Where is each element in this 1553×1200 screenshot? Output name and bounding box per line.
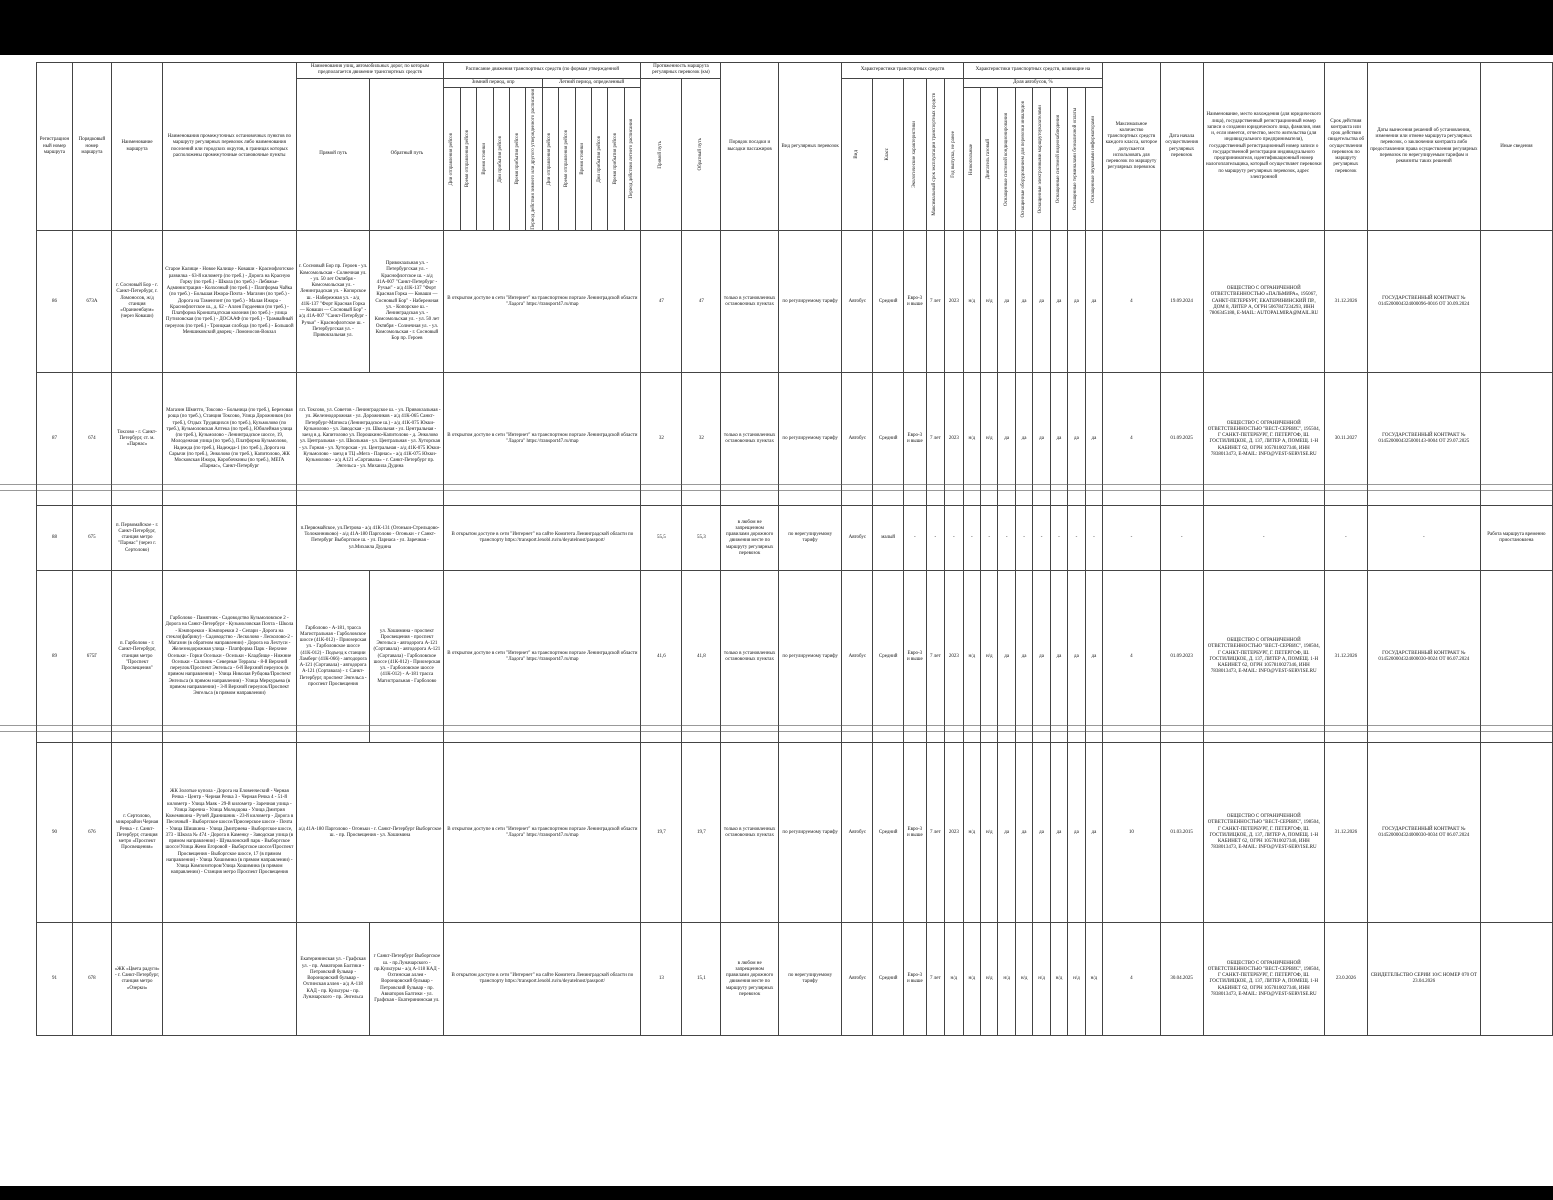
cell-len-reverse: 41,8 — [682, 571, 721, 743]
cell-share: да — [1085, 231, 1103, 373]
cell-decision: СВИДЕТЕЛЬСТВО СЕРИИ 10/С НОМЕР 070 ОТ 23.04.2026 — [1367, 923, 1480, 1036]
col-vehicle-term: Максимальный срок эксплуатации транспортных средств — [926, 78, 944, 231]
cell-type: по регулируемому тарифу — [778, 571, 842, 743]
cell-boarding: в любом не запрещенном правилами дорожного движения месте по маршруту регулярных перевозок — [721, 923, 778, 1036]
cell-num: 676 — [72, 743, 111, 923]
col-share-7: Оснащенные звуковыми информаторами — [1085, 87, 1103, 231]
col-vehicle-year: Год выпуска, не ранее — [945, 78, 964, 231]
table-row — [37, 373, 1553, 506]
col-vehicle-class: Класс — [873, 78, 904, 231]
cell-term: 7 лет — [926, 743, 944, 923]
col-sched-1: Время отправления рейсов — [460, 87, 476, 231]
col-sched-2: Время стоянки — [477, 87, 493, 231]
cell-schedule: В открытом доступе в сети "Интернет" на транспортном портале Ленинградской области "Ладога" https://transport47.ru/map — [444, 231, 641, 373]
cell-count: - — [1103, 506, 1160, 571]
cell-share: да — [1015, 571, 1032, 743]
cell-type: по регулируемому тарифу — [778, 743, 842, 923]
cell-len-reverse: 15,1 — [682, 923, 721, 1036]
cell-share: н/д — [1050, 923, 1067, 1036]
cell-reg: 91 — [37, 923, 73, 1036]
cell-len-reverse: 19,7 — [682, 743, 721, 923]
cell-year: 2023 — [945, 571, 964, 743]
cell-share: н/д — [1033, 923, 1050, 1036]
col-summer: Летний период, определенный — [542, 78, 641, 87]
cell-term: 7 лет — [926, 923, 944, 1036]
cell-start-date: 19.09.2024 — [1160, 231, 1203, 373]
col-schedule-group: Расписание движения транспортных средств (по формам утвержденной — [444, 63, 641, 79]
col-vehicle-kind: Вид — [842, 78, 873, 231]
cell-reverse: ул. Хошимина - проспект Просвещения - проспект Энгельса - автодорога А-121 (Сортавала) - автодорога А-121 (Сортавала) - Гарболовское шоссе (41К-012) - Приозерская ул. - Гарболовское шоссе (41К-012) - А-181 трасса Магистральная - Гарболово — [370, 571, 444, 743]
cell-share: н/д — [1068, 923, 1085, 1036]
cell-boarding: только в установленных остановочных пунктах — [721, 373, 778, 506]
table-row — [37, 743, 1553, 923]
header-group-row — [37, 63, 1553, 79]
cell-share: - — [963, 506, 980, 571]
cell-forward: а/д 41А-180 Парголово - Огоньки - г. Санкт-Петербург Выборгское ш. - пр. Просвещения - ул. Хошимина — [296, 743, 444, 923]
col-sched-9: Дни прибытия рейсов — [592, 87, 608, 231]
cell-stops: ЖК Золотые купола - Дорога на Еловенческий - Черная Речка - Центр - Черная Речка 3 - Черная Речка 4 - 51-й километр - Улица Маяк - 29-й километр - Заречная улица - Улица Заречна - Улица Молодцова - Улица Дмитрия Кожемякина - Ручей Дранишник - 23-й километр - Дорога в Песочный - Выборгское шоссе/Приозерское шоссе - Почта - Улица Шишкина - Улица Дмитриева - Выборгское шоссе, 373 - Школа № 474 - Дорога в Каменку - Заводская улица (в прямом направлении) - Шувалонский парк - Выборгское шоссе/Улица Жени Егоровой - Выборгское шоссе/Проспект Просвещения - Выборгское шоссе, 17 (в прямом направлении) - Улица Хошимина (в прямом направлении) - Улица Композиторов/Улица Хошимина (в прямом направлении) - Станция метро Проспект Просвещения — [163, 743, 296, 923]
col-decision-dates: Даты вынесения решений об установлении, изменении или отмене маршрута регулярных перевозок, о заключении контракта либо предоставлении права осуществления регулярных перевозок по нерегулируемым тарифам и реквизиты таких решений — [1367, 63, 1480, 231]
scan-artifact-line — [0, 490, 1553, 491]
cell-boarding: только в установленных остановочных пунктах — [721, 571, 778, 743]
cell-schedule: В открытом доступе в сети "Интернет" на сайте Комитета Ленинградской области по транспорту https://transport.lenobl.ru/ru/deyatelnost/passport/ — [444, 923, 641, 1036]
cell-other — [1480, 743, 1552, 923]
cell-term: 7 лет — [926, 571, 944, 743]
cell-eco: Евро-3 и выше — [904, 231, 927, 373]
col-share-5: Оснащенные системой видеонаблюдения — [1050, 87, 1067, 231]
cell-reverse: г Санкт-Петербург Выборгское ш. - пр.Луначарского - пр.Культуры - а/д А-118 КАД - Охтинская аллея - Воронцовский бульвар - Петровский бульвар - пр. Авиаторов Балтики - ул. Графская - Екатерининская ул. — [370, 923, 444, 1036]
cell-year: 2023 — [945, 373, 964, 506]
cell-kind: Автобус — [842, 231, 873, 373]
cell-stops — [163, 923, 296, 1036]
col-transport-type: Вид регулярных перевозок — [778, 63, 842, 231]
cell-eco: Евро-3 и выше — [904, 743, 927, 923]
cell-start-date: 01.03.2015 — [1160, 743, 1203, 923]
cell-carrier: ОБЩЕСТВО С ОГРАНИЧЕННОЙ ОТВЕТСТВЕННОСТЬЮ "ВЕСТ-СЕРВИС", 198504, Г САНКТ-ПЕТЕРБУРГ, Г. ПЕТЕРГОФ, Ш. ГОСТИЛИЦКОЕ, Д. 137, ЛИТЕР А, ПОМЕЩ. 1-Н КАБИНЕТ 62, ОГРН 1057810027346, ИНН 7838013473, E-MAIL: INFO@VEST-SERVISE.RU — [1203, 571, 1324, 743]
cell-share: - — [1085, 506, 1103, 571]
col-sched-4: Время прибытия рейсов — [509, 87, 525, 231]
cell-share: н/д — [1015, 923, 1032, 1036]
cell-share: н/д — [963, 571, 980, 743]
scan-bottom-border — [0, 1186, 1553, 1200]
cell-contract-term: 30.11.2027 — [1324, 373, 1367, 506]
cell-contract-term: - — [1324, 506, 1367, 571]
cell-share: - — [1033, 506, 1050, 571]
col-sched-5: Период действия зимнего или другого утвержденного расписания — [526, 87, 542, 231]
cell-share: да — [998, 373, 1015, 506]
cell-other — [1480, 231, 1552, 373]
cell-share: да — [998, 231, 1015, 373]
cell-reg: 89 — [37, 571, 73, 743]
cell-year: н/д — [945, 923, 964, 1036]
cell-count: 4 — [1103, 571, 1160, 743]
col-share-3: Оснащенные оборудованием для перевозки инвалидов — [1015, 87, 1032, 231]
cell-share: - — [1050, 506, 1067, 571]
cell-share: да — [1085, 743, 1103, 923]
scan-top-border — [0, 0, 1553, 55]
cell-reg: 90 — [37, 743, 73, 923]
cell-start-date: 01.09.2023 — [1160, 571, 1203, 743]
col-sched-0: Дни отправления рейсов — [444, 87, 460, 231]
cell-share: да — [1015, 743, 1032, 923]
col-start-date: Дата начала осуществления регулярных перевозок — [1160, 63, 1203, 231]
cell-share: да — [1050, 571, 1067, 743]
cell-class: Средний — [873, 231, 904, 373]
col-reverse-path: Обратный путь — [370, 78, 444, 231]
cell-count: 4 — [1103, 231, 1160, 373]
cell-share: н/д — [963, 923, 980, 1036]
table-row — [37, 231, 1553, 373]
cell-stops: Гарболово - Памятник - Садоводство Кузьмоловское 2 - Дорога на Санкт-Петербург - Кузьмоловская Почта - Школа - Кэмпорекки - Кэмпорекки 2 - Сепари - Дорога на стекло(фабрику) - Садоводство - Лесколово - Лесколово-2 - Магазин (в обратном направлении) - Дорога на Лехтуси - Железнодорожная улица - Платформа Парк - Верхние Осельки - Горки Осельки - Осельки - Кладбище - Нижние Осельки - Салоник - Северные Террасы - 8-й Верхний переулок/Проспект Энгельса - 6-й Верхний переулок (в прямом направлении) - Улица Николая Рубцова/Проспект Энгельса (в прямом направлении) - Улица Меркурьева (в прямом направлении) - 3-й Верхний переулок/Проспект Энгельса (в прямом направлении) — [163, 571, 296, 743]
table-row — [37, 506, 1553, 571]
cell-other — [1480, 923, 1552, 1036]
cell-share: да — [1033, 571, 1050, 743]
cell-len-forward: 47 — [641, 231, 682, 373]
cell-schedule: В открытом доступе в сети "Интернет" на сайте Комитета Ленинградской области по транспорту https://transport.lenobl.ru/ru/deyatelnost/passport/ — [444, 506, 641, 571]
cell-year: - — [945, 506, 964, 571]
cell-stops — [163, 506, 296, 571]
col-winter: Зимний период, опр — [444, 78, 542, 87]
cell-share: - — [981, 506, 998, 571]
cell-len-forward: 32 — [641, 373, 682, 506]
col-sched-8: Время стоянки — [575, 87, 591, 231]
cell-count: 10 — [1103, 743, 1160, 923]
col-share-1: Двигатель газовый — [981, 87, 998, 231]
cell-num: 674 — [72, 373, 111, 506]
cell-schedule: В открытом доступе в сети "Интернет" на транспортном портале Ленинградской области "Ладога" https://transport47.ru/map — [444, 373, 641, 506]
cell-year: 2023 — [945, 231, 964, 373]
cell-share: н/д — [981, 373, 998, 506]
cell-name: г. Сосновый Бор - г. Санкт-Петербург, г. Ломоносов, ж/д станция «Ораниенбаум» (через Коваши) — [111, 231, 162, 373]
col-share-2: Оснащенные системой кондиционирования — [998, 87, 1015, 231]
cell-share: н/д — [998, 923, 1015, 1036]
cell-count: 4 — [1103, 373, 1160, 506]
cell-name: г. Сертолово, микрорайон Черная Речка - г. Санкт-Петербург, станция метро «Проспект Просвещения» — [111, 743, 162, 923]
cell-start-date: - — [1160, 506, 1203, 571]
cell-reg: 87 — [37, 373, 73, 506]
cell-share: н/д — [981, 571, 998, 743]
cell-share: н/д — [963, 373, 980, 506]
cell-len-forward: 13 — [641, 923, 682, 1036]
cell-share: н/д — [981, 923, 998, 1036]
cell-share: да — [1085, 373, 1103, 506]
cell-class: Средний — [873, 923, 904, 1036]
cell-name: п. Гарболово - г. Санкт-Петербург, станция метро "Проспект Просвещения" — [111, 571, 162, 743]
scan-artifact-line — [0, 484, 1553, 485]
cell-class: Средний — [873, 373, 904, 506]
cell-carrier: - — [1203, 506, 1324, 571]
cell-share: н/д — [963, 743, 980, 923]
cell-stops: Старое Калище - Новое Калище - Коваши - Краснофлотское развилка - 63-й километр (по треб.) - Дорога на Красную Горку (по треб.) - Школа (по треб.) - Лебяжье-Администрация - Колхозный (по треб.) - Платформа Чайка (по треб.) - Большая Ижора-Почта - Магазин (по треб.) - Дорога на Таменгонт (по треб.) - Малая Ижора - Краснофлотское ш., д. 62 - Аллея Гордеевки (по треб.) - Платформа Кронштадтская колония (по треб.) - улица Путиловская (по треб.) - ДОСААФ (по треб.) - Трамвайный переулок (по треб.) - Троицкая слобода (по треб.) - Большой Меншиковский дворец - Ломоносов-Вокзал — [163, 231, 296, 373]
cell-other: Работа маршрута временно приостановлена — [1480, 506, 1552, 571]
cell-kind: Автобус — [842, 506, 873, 571]
cell-name: «ЖК «Цвета радуги» - г. Санкт-Петербург, станция метро «Озерки» — [111, 923, 162, 1036]
col-order-number: Порядковый номер маршрута — [72, 63, 111, 231]
col-vehicles-group2: Характеристики транспортных средств, влияющие на — [963, 63, 1103, 79]
cell-class: малый — [873, 506, 904, 571]
cell-share: да — [1033, 231, 1050, 373]
cell-decision: ГОСУДАРСТВЕННЫЙ КОНТРАКТ № 0145200004324000030-0024 ОТ 06.07.2024 — [1367, 571, 1480, 743]
cell-carrier: ОБЩЕСТВО С ОГРАНИЧЕННОЙ ОТВЕТСТВЕННОСТЬЮ "ВЕСТ-СЕРВИС", 195504, Г САНКТ-ПЕТЕРБУРГ, Г. ПЕТЕРГОФ, Ш. ГОСТИЛИЦКОЕ, Д. 137, ЛИТЕР А, ПОМЕЩ. 1-Н КАБИНЕТ 62, ОГРН 1057810027346, ИНН 7838013473, E-MAIL: INFO@VEST-SERVISE.RU — [1203, 373, 1324, 506]
cell-boarding: только в установленных остановочных пунктах — [721, 231, 778, 373]
cell-len-reverse: 55,3 — [682, 506, 721, 571]
cell-forward: Гарболово - А-181, трасса Магистральная - Гарболовское шоссе (41К-012) - Приозерская ул. - Гарболовское шоссе (41К-012) - Подъезд к станции Ламберг (41К-066) - автодорога А-121 (Сортавала) - автодорога А-121 (Сортавала) - г. Санкт-Петербург, проспект Энгельса - проспект Просвещения — [296, 571, 370, 743]
cell-start-date: 30.04.2025 — [1160, 923, 1203, 1036]
cell-decision: ГОСУДАРСТВЕННЫЙ КОНТРАКТ № 0145200004324000030-0034 ОТ 06.07.2024 — [1367, 743, 1480, 923]
col-carrier: Наименование, место нахождения (для юридического лица), государственный регистрационный номер записи о создании юридического лица, фамилия, имя и, если имеется, отчество, место жительства (для индивидуального предпринимателя), государственный регистрационный номер записи о государственной регистрации индивидуального предпринимателя, идентификационный номер налогоплательщика, который осуществляет перевозки по маршруту регулярных перевозок, адрес электронной — [1203, 63, 1324, 231]
col-streets-group: Наименования улиц, автомобильных дорог, по которым предполагается движение транспортных средств — [296, 63, 444, 79]
cell-kind: Автобус — [842, 743, 873, 923]
col-forward-path: Прямой путь — [296, 78, 370, 231]
route-registry-table — [36, 62, 1553, 1036]
cell-eco: Евро-3 и выше — [904, 923, 927, 1036]
cell-reg: 86 — [37, 231, 73, 373]
cell-count: 4 — [1103, 923, 1160, 1036]
col-sched-3: Дни прибытия рейсов — [493, 87, 509, 231]
cell-forward: п.Первомайское, ул.Петрова - а/д 41К-131 (Огоньки-Стрельцово-Толоконниково) - а/д 41А-180 Парголово - Огоньки - г Санкт-Петербург Выборгское ш. - ул. Парнаса - ул. Заречная - ул.Михаила Дудина — [296, 506, 444, 571]
cell-decision: ГОСУДАРСТВЕННЫЙ КОНТРАКТ № 0145200004325000143-0004 ОТ 29.07.2025 — [1367, 373, 1480, 506]
col-sched-11: Период действия летнего расписания — [624, 87, 641, 231]
cell-num: 678 — [72, 923, 111, 1036]
cell-forward: г.п. Токсово, ул. Советов - Ленинградское ш. - ул. Привокзальная - ул. Железнодорожная - ул. Дорожников - а/д 41К-065 Санкт-Петербург-Матокса (Ленинградское ш.) - а/д 41К-075 Юкки-Кузьмолово - ул. Заводская - ул. Школьная - ул. Центральная - заезд в д. Капитолово ул. Порошкино-Капитолово - д. Энколово ул. Центральная - ул. Школьная - ул. Центральная - ул. Хуторская - ул. Горная - ул. Хуторская - ул. Центральная - а/д 41К-075 Юкки-Кузьмолово - заезд в ТЦ «Мега - Парнас» - а/д 41К-075 Юкки-Кузьмолово - а/д А121 «Сортавала» - г. Санкт-Петербург пр. Энгельса - ул. Михаила Дудина — [296, 373, 444, 506]
col-sched-10: Время прибытия рейсов — [608, 87, 624, 231]
cell-schedule: В открытом доступе в сети "Интернет" на транспортном портале Ленинградской области "Ладога" https://transport47.ru/map — [444, 571, 641, 743]
cell-eco: Евро-3 и выше — [904, 571, 927, 743]
cell-other — [1480, 571, 1552, 743]
cell-type: по нерегулируемому тарифу — [778, 506, 842, 571]
cell-share: н/д — [981, 231, 998, 373]
cell-len-reverse: 32 — [682, 373, 721, 506]
cell-boarding: в любом не запрещенном правилами дорожного движения месте по маршруту регулярных перевозок — [721, 506, 778, 571]
table-row — [37, 923, 1553, 1036]
cell-start-date: 01.09.2025 — [1160, 373, 1203, 506]
cell-term: 7 лет — [926, 373, 944, 506]
cell-num: 675 — [72, 506, 111, 571]
cell-forward: Екатерининская ул. - Графская ул. - пр. Авиаторов Балтики - Петровский бульвар - Воронцовский бульвар - Охтинская аллея - а/д А-118 КАД - пр. Культуры - пр. Луначарского - пр. Энгельса — [296, 923, 370, 1036]
cell-other — [1480, 373, 1552, 506]
cell-share: да — [1085, 571, 1103, 743]
cell-len-reverse: 47 — [682, 231, 721, 373]
cell-kind: Автобус — [842, 923, 873, 1036]
cell-reverse: Привокзальная ул. - Петербургская ул. - Краснофлотское ш. - а/д 41А-007 "Санкт-Петербург - Ручьи" - а/д 41К-137 "Форт Красная Горка — Коваши — Сосновый Бор" - Набережная ул. - Копорское ш. - Ленинградская ул. - Комсомольская ул. - ул. 50 лет Октября - Солнечная ул. - ул. Комсомольская - г. Сосновый Бор пр. Героев — [370, 231, 444, 373]
cell-eco: - — [904, 506, 927, 571]
cell-type: по нерегулируемому тарифу — [778, 923, 842, 1036]
cell-decision: - — [1367, 506, 1480, 571]
cell-type: по регулируемому тарифу — [778, 373, 842, 506]
col-other: Иные сведения — [1480, 63, 1552, 231]
cell-num: 673А — [72, 231, 111, 373]
cell-forward: г. Сосновый Бор пр. Героев - ул. Комсомольская - Солнечная ул. - ул. 50 лет Октября - Комсомольская ул. - Ленинградская ул. - Копорское ш. - Набережная ул. - а/д 41К-137 "Форт Красная Горка — Коваши — Сосновый Бор" - а/д 41А-007 "Санкт-Петербург - Ручьи" - Краснофлотское ш. - Петербургская ул. - Привокзальная ул. — [296, 231, 370, 373]
cell-class: Средний — [873, 743, 904, 923]
col-vehicles-group: Характеристики транспортных средств — [842, 63, 963, 79]
cell-decision: ГОСУДАРСТВЕННЫЙ КОНТРАКТ № 0145200004324000096-0016 ОТ 30.09.2024 — [1367, 231, 1480, 373]
col-share-0: Низкопольные — [963, 87, 980, 231]
cell-share: н/д — [1085, 923, 1103, 1036]
cell-share: - — [1068, 506, 1085, 571]
cell-len-forward: 55,5 — [641, 506, 682, 571]
col-length-forward: Прямой путь — [641, 78, 682, 231]
cell-term: 7 лет — [926, 231, 944, 373]
cell-term: - — [926, 506, 944, 571]
cell-carrier: ОБЩЕСТВО С ОГРАНИЧЕННОЙ ОТВЕТСТВЕННОСТЬЮ «ПАЛЬМИРА», 195067, САНКТ-ПЕТЕРБУРГ, ЕКАТЕРИНИНСКИЙ ПР., ДОМ 8, ЛИТЕР А, ОГРН 5067847234293, ИНН 7806345188, E-MAIL: AUTOPALMIRA@MAIL.RU — [1203, 231, 1324, 373]
scan-artifact-line — [0, 731, 1553, 732]
registry-page — [36, 62, 1553, 1172]
cell-stops: Магазин Шмитто, Токсово - Больница (по треб.), Березовая роща (по треб.), Станция Токсово, Улица Дорожников (по треб.), Отдых Трудящихся (по треб.), Кузьмолово (по треб.), Кузьмоловская Аптека (по треб.), Юбилейная улица (по треб.), Кузьмолово - Ленинградское шоссе, 19, Молодежная улица (по треб.), Платформа Кузьмолово, Надежда (по треб.), Надежда-1 (по треб.), Дорога на Сарычи (по треб.), Энколово (по треб.), Капитолово, ЖК Московская Ижора, Коробочкины (по треб.), МЕГА «Парнас», Санкт-Петербург — [163, 373, 296, 506]
scan-artifact-line — [0, 725, 1553, 726]
cell-name: Токсово - г. Санкт-Петербург, ст. м. «Парнас» — [111, 373, 162, 506]
cell-kind: Автобус — [842, 571, 873, 743]
col-max-count: Максимальное количество транспортных средств каждого класса, которое допускается использовать для перевозок по маршруту регулярных перевозок — [1103, 63, 1160, 231]
col-stops: Наименования промежуточных остановочных пунктов по маршруту регулярных перевозок либо наименования поселений или городских округов, в границах которых расположены промежуточные остановочные пункты — [163, 63, 296, 231]
cell-share: да — [1033, 373, 1050, 506]
cell-reg: 88 — [37, 506, 73, 571]
col-sched-6: Дни отправления рейсов — [542, 87, 558, 231]
table-row — [37, 571, 1553, 743]
cell-len-forward: 41,6 — [641, 571, 682, 743]
cell-contract-term: 31.12.2026 — [1324, 743, 1367, 923]
cell-eco: Евро-3 и выше — [904, 373, 927, 506]
col-length-group: Протяженность маршрута регулярных перевозок (км) — [641, 63, 721, 79]
cell-class: Средний — [873, 571, 904, 743]
cell-share: н/д — [981, 743, 998, 923]
cell-share: - — [998, 506, 1015, 571]
cell-share: да — [1068, 743, 1085, 923]
col-vehicle-eco: Экологические характеристики — [904, 78, 927, 231]
col-boarding: Порядок посадки и высадки пассажиров — [721, 63, 778, 231]
cell-share: да — [1050, 231, 1067, 373]
cell-num: 675Г — [72, 571, 111, 743]
cell-carrier: ОБЩЕСТВО С ОГРАНИЧЕННОЙ ОТВЕТСТВЕННОСТЬЮ "ВЕСТ-СЕРВИС", 198504, Г САНКТ-ПЕТЕРБУРГ, Г. ПЕТЕРГОФ, Ш. ГОСТИЛИЦКОЕ, Д. 137, ЛИТЕР А, ПОМЕЩ. 1-Н КАБИНЕТ 62, ОГРН 1057810027346, ИНН 7838013473, E-MAIL: INFO@VEST-SERVISE.RU — [1203, 743, 1324, 923]
col-sched-7: Время отправления рейсов — [559, 87, 575, 231]
col-length-reverse: Обратный путь — [682, 78, 721, 231]
cell-boarding: только в установленных остановочных пунктах — [721, 743, 778, 923]
cell-name: п. Первомайское - г. Санкт-Петербург, станция метро "Парнас" (через г. Сертолово) — [111, 506, 162, 571]
col-share-6: Оснащенные терминалами безналичной оплаты — [1068, 87, 1085, 231]
cell-year: 2023 — [945, 743, 964, 923]
cell-share: да — [1050, 743, 1067, 923]
cell-kind: Автобус — [842, 373, 873, 506]
col-reg-number: Регистрационный номер маршрута — [37, 63, 73, 231]
cell-share: да — [1050, 373, 1067, 506]
cell-share: да — [1033, 743, 1050, 923]
cell-share: да — [1068, 571, 1085, 743]
col-route-name: Наименование маршрута — [111, 63, 162, 231]
cell-share: - — [1015, 506, 1032, 571]
cell-share: да — [1015, 231, 1032, 373]
cell-share: да — [998, 571, 1015, 743]
cell-share: н/д — [963, 231, 980, 373]
cell-share: да — [1068, 231, 1085, 373]
cell-carrier: ОБЩЕСТВО С ОГРАНИЧЕННОЙ ОТВЕТСТВЕННОСТЬЮ "ВЕСТ-СЕРВИС", 198504, Г САНКТ-ПЕТЕРБУРГ, Г. ПЕТЕРГОФ, Ш. ГОСТИЛИЦКОЕ, Д. 137, ЛИТЕР А, ПОМЕЩ. 1-Н КАБИНЕТ 62, ОГРН 1057810027346, ИНН 7838013473, E-MAIL: INFO@VEST-SERVISE.RU — [1203, 923, 1324, 1036]
cell-len-forward: 19,7 — [641, 743, 682, 923]
cell-schedule: В открытом доступе в сети "Интернет" на транспортном портале Ленинградской области "Ладога" https://transport47.ru/map — [444, 743, 641, 923]
cell-contract-term: 31.12.2026 — [1324, 571, 1367, 743]
col-share-4: Оснащенные электронными маршрутоуказателями — [1033, 87, 1050, 231]
col-contract-term: Срок действия контракта или срок действия свидетельства об осуществлении перевозок по маршруту регулярных перевозок — [1324, 63, 1367, 231]
cell-share: да — [1068, 373, 1085, 506]
col-share-buses: Доля автобусов, % — [963, 78, 1103, 87]
cell-type: по регулируемому тарифу — [778, 231, 842, 373]
cell-share: да — [998, 743, 1015, 923]
cell-contract-term: 31.12.2026 — [1324, 231, 1367, 373]
cell-share: да — [1015, 373, 1032, 506]
cell-contract-term: 23.0.2026 — [1324, 923, 1367, 1036]
